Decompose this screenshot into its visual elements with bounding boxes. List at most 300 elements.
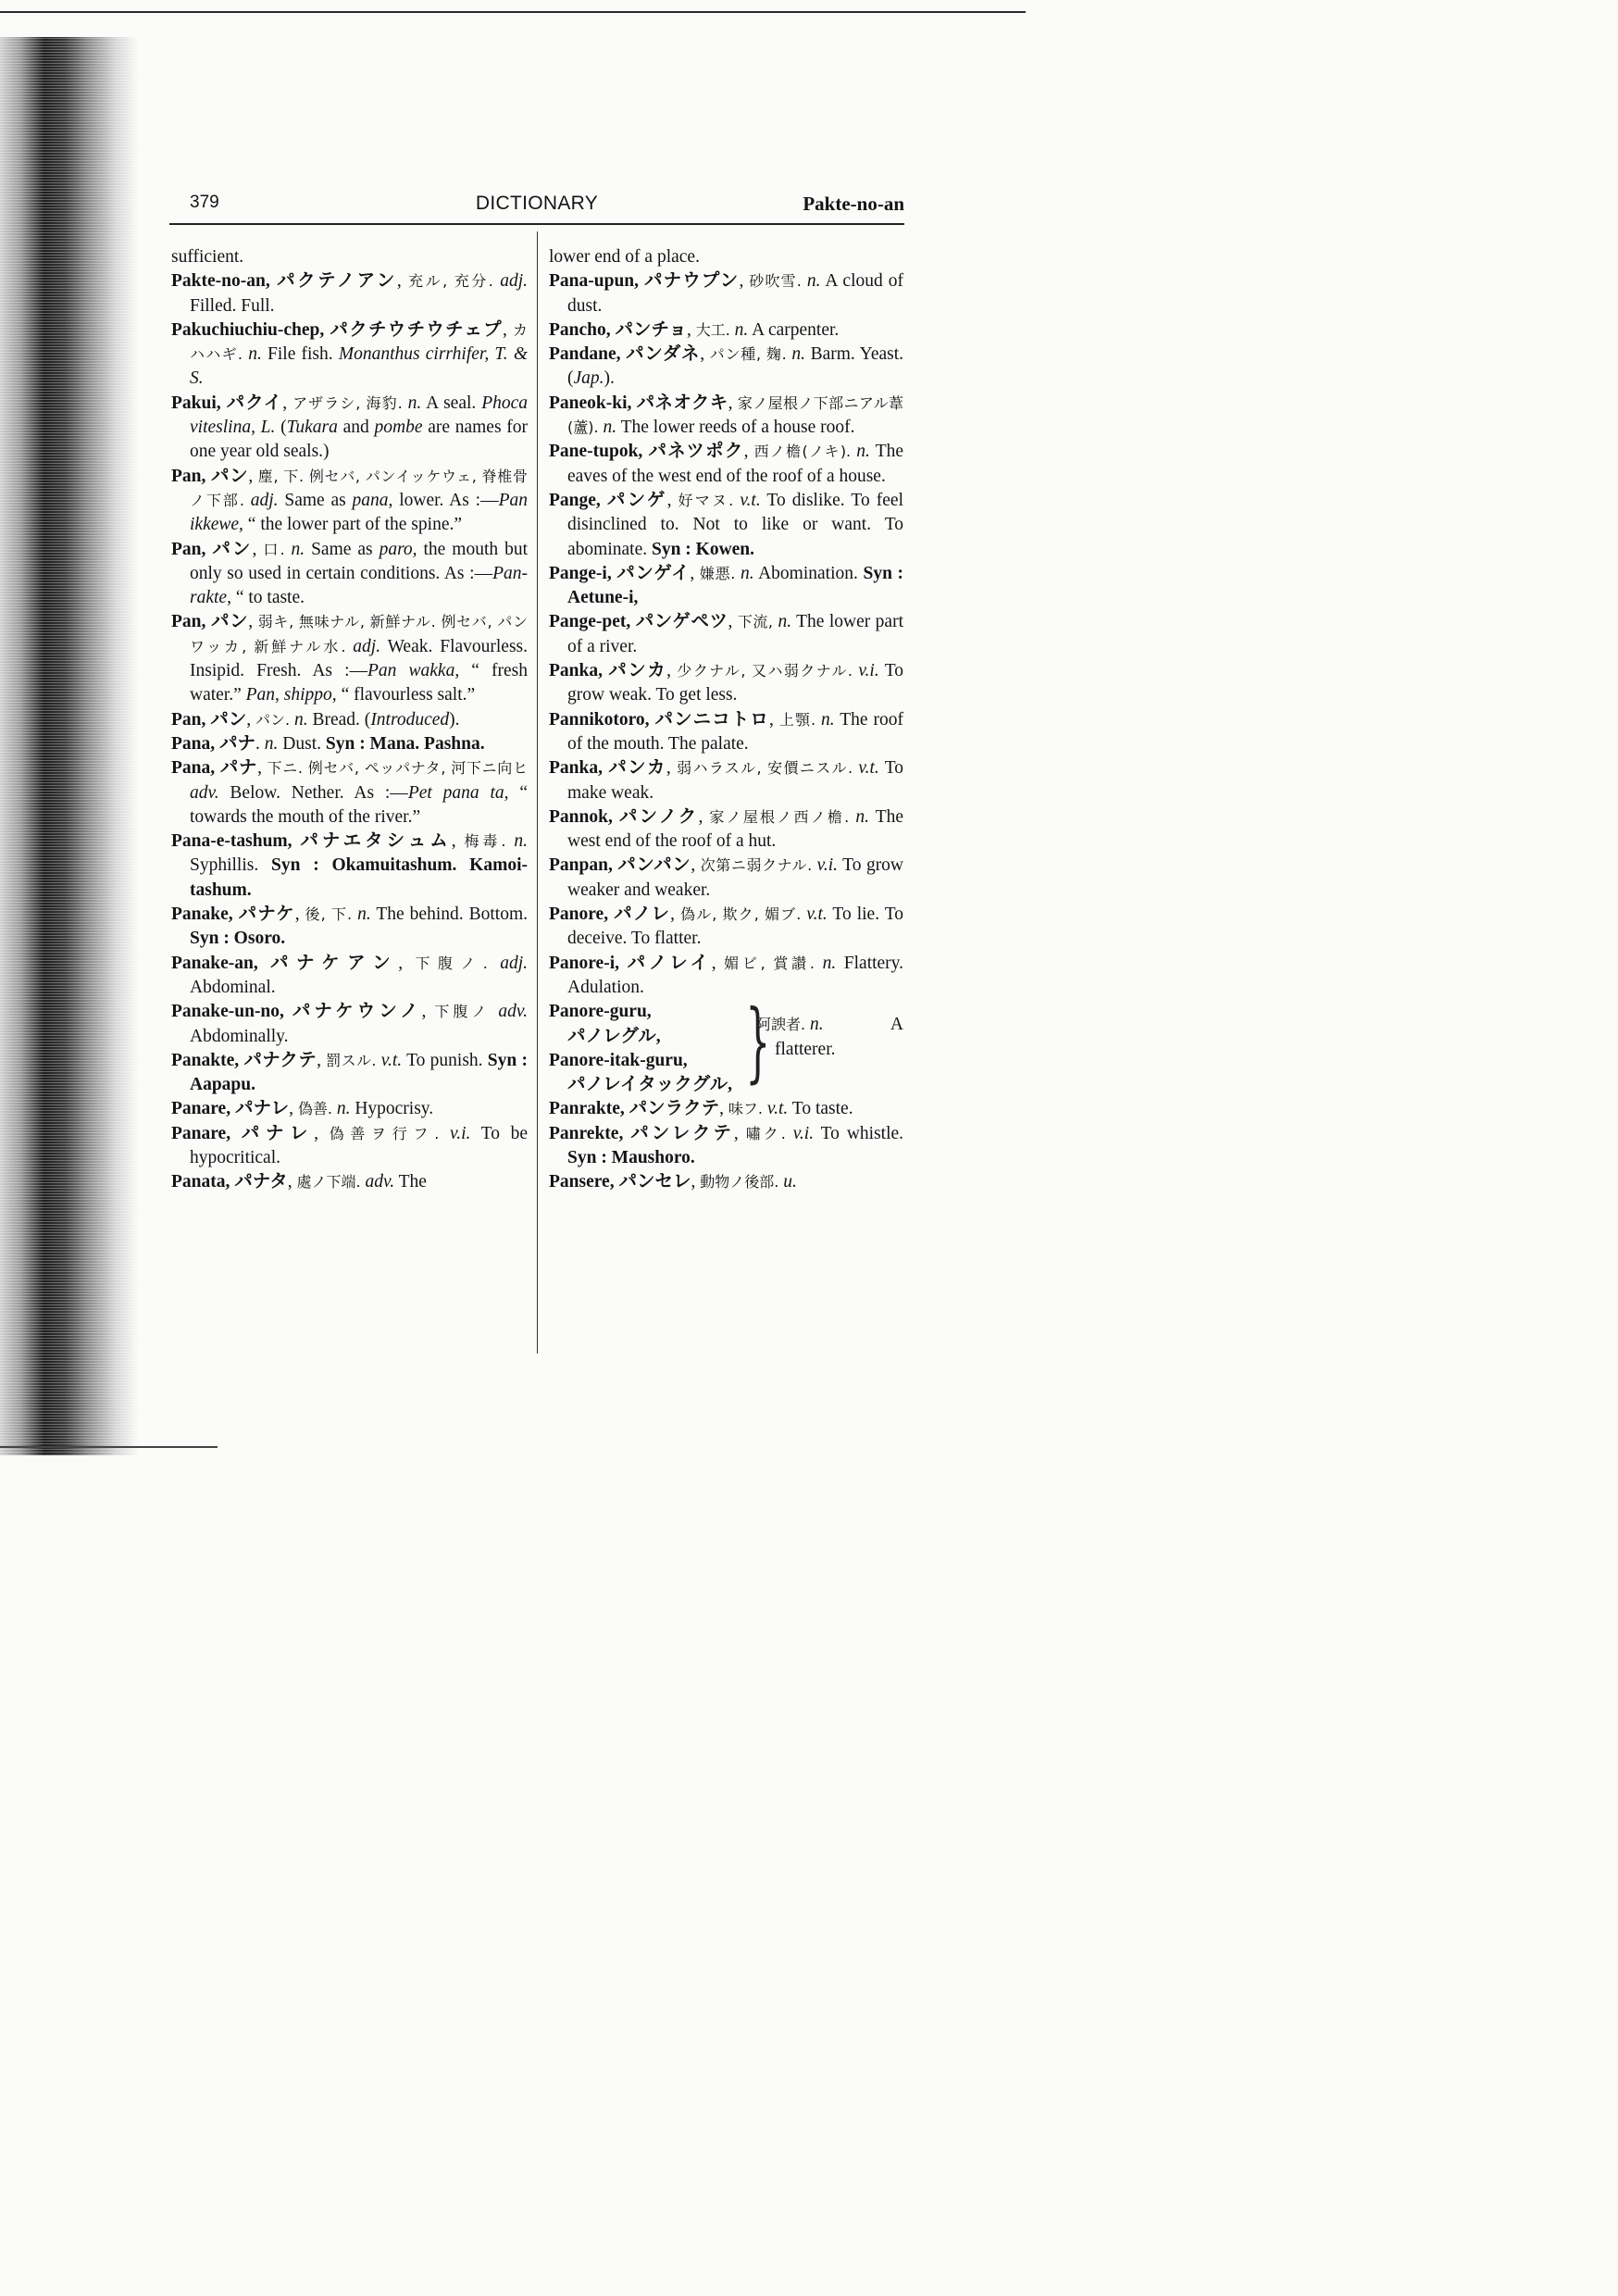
definition-text: , — [294, 905, 305, 925]
definition-text: , — [257, 758, 268, 779]
part-of-speech: n. — [248, 344, 262, 365]
definition-text: ( — [275, 418, 287, 438]
headword: Paneok-ki, — [549, 393, 632, 413]
part-of-speech: n. — [778, 612, 792, 632]
headword: パン — [205, 709, 247, 730]
part-of-speech: Tukara — [286, 418, 338, 438]
definition-japanese: 下ニ. 例セバ, ペッパナタ, 河下ニ向ヒ — [267, 759, 529, 778]
definition-text: Flattery. Adulation. — [567, 953, 904, 997]
part-of-speech: v.t. — [806, 905, 828, 925]
headword: Panake-un-no, — [171, 1002, 284, 1022]
dictionary-headword-katakana: パノレグル, — [567, 1026, 661, 1046]
headword: Pana-e-tashum, — [171, 831, 292, 852]
part-of-speech: adv. — [190, 782, 219, 803]
left-column — [171, 245, 528, 1195]
synonym: Syn : Aapapu. — [190, 1050, 528, 1095]
definition-text — [285, 540, 292, 559]
right-column — [549, 245, 903, 1195]
definition-text: , — [398, 953, 416, 973]
definition-text: Weak. Flavourless. Insipid. Fresh. As :— — [190, 636, 529, 681]
part-of-speech: v.i. — [816, 855, 839, 876]
synonym: Syn : Kowen. — [651, 539, 755, 559]
synonym: Syn : Maushoro. — [567, 1147, 695, 1167]
part-of-speech: n. — [407, 393, 422, 413]
definition-text: , — [733, 1123, 746, 1143]
headword: パン — [205, 466, 249, 486]
dictionary-entry — [171, 756, 528, 830]
definition-text: , — [670, 905, 681, 925]
definition-text: , — [502, 319, 513, 340]
definition-text: “ towards the mouth of the river.” — [190, 782, 529, 827]
part-of-speech: n. — [809, 1015, 824, 1035]
definition-japanese: 弱ハラスル, 安價ニスル. — [677, 759, 853, 778]
definition-text: the mouth but only so used in certain conditions. As :— — [190, 539, 529, 583]
headword: パナレ — [230, 1123, 315, 1143]
dictionary-entry — [171, 708, 528, 732]
definition-text: The eaves of the west end of the roof of a house. — [567, 442, 904, 486]
definition-text: , — [248, 612, 258, 632]
headword: Pana, — [171, 758, 216, 779]
definition-japanese: 塵, 下. 例セバ, パンイッケウェ, 脊椎骨ノ下部. — [190, 467, 528, 509]
definition-text: Dust. — [278, 733, 326, 754]
headword: パナクテ — [239, 1050, 317, 1070]
part-of-speech: n. — [821, 709, 835, 730]
headword: パン — [205, 539, 253, 559]
part-of-speech: n. — [806, 271, 821, 292]
definition-text: To grow weaker and weaker. — [567, 855, 904, 900]
headword: Pane-tupok, — [549, 442, 643, 462]
headword: パナ — [215, 733, 256, 754]
headword: パナエタシュム — [292, 831, 452, 852]
definition-text: , — [421, 1002, 435, 1022]
part-of-speech: v.t. — [380, 1050, 403, 1070]
part-of-speech: Monanthus cirrhifer, T. & S. — [190, 344, 528, 389]
dictionary-entry — [549, 756, 903, 805]
headword: Pana, — [171, 733, 216, 754]
headword: パナレ — [230, 1099, 290, 1119]
definition-text: , — [711, 953, 725, 973]
definition-text: The — [394, 1172, 427, 1192]
entry-continuation — [549, 245, 903, 269]
definition-text: , — [252, 539, 264, 559]
part-of-speech: Pan, shippo, — [245, 685, 337, 705]
dictionary-entry — [171, 952, 528, 1001]
definition-text: File fish. — [261, 344, 339, 365]
headword: Pandane, — [549, 344, 621, 365]
part-of-speech: Pan wakka, — [367, 661, 460, 681]
headword: パンレクテ — [623, 1123, 734, 1143]
definition-text: , — [691, 1172, 701, 1192]
definition-text: A — [890, 1015, 903, 1035]
headword: パナケ — [232, 905, 295, 925]
definition-japanese: 媚ビ, 賞讃. — [724, 954, 815, 972]
headword: Pan, — [171, 612, 206, 632]
definition-japanese: 偽ル, 欺ク, 媚ブ. — [680, 905, 802, 924]
definition-text: , — [287, 1172, 297, 1192]
part-of-speech: pana, — [352, 490, 393, 510]
headword: Panare, — [171, 1099, 231, 1119]
dictionary-headword-katakana: パノレイタックグル, — [567, 1075, 733, 1095]
definition-text: sufficient. — [171, 247, 244, 267]
definition-text: Same as — [305, 539, 380, 559]
headword: Pange-i, — [549, 563, 612, 583]
header-rule — [169, 223, 904, 225]
definition-text: The lower part of a river. — [567, 612, 903, 656]
definition-text: , — [246, 709, 256, 730]
dictionary-entry — [171, 1122, 528, 1171]
headword: パナケアン — [257, 953, 399, 973]
definition-text: flatterer. — [775, 1039, 836, 1059]
definition-text — [488, 954, 500, 973]
dictionary-entry — [549, 392, 903, 441]
headword: パクチウチウチェプ — [324, 319, 503, 340]
definition-japanese: 偽善ヲ行フ. — [329, 1124, 440, 1142]
dictionary-entry — [549, 854, 903, 903]
definition-text: “ to taste. — [230, 588, 305, 608]
dictionary-entry — [549, 343, 903, 392]
definition-text: , — [691, 855, 701, 876]
definition-text — [439, 1124, 450, 1143]
book-spine-shadow — [0, 37, 139, 1455]
definition-japanese: 少クナル, 又ハ弱クナル. — [677, 662, 853, 680]
part-of-speech: adj. — [250, 490, 279, 510]
definition-text: “ flavourless salt.” — [336, 685, 476, 705]
dictionary-entry — [549, 1122, 903, 1171]
headword: Pan, — [171, 539, 206, 559]
definition-japanese: 西ノ檐(ノキ). — [753, 443, 852, 461]
right-column-bottom — [549, 1097, 903, 1194]
grouped-entry — [549, 992, 903, 1097]
headword: パクイ — [220, 393, 283, 413]
definition-text: , — [728, 612, 738, 632]
part-of-speech: n. — [294, 709, 308, 730]
headword: パネオクキ — [631, 393, 728, 413]
definition-text: To punish. — [402, 1050, 488, 1070]
right-column-top — [549, 245, 903, 1000]
top-rule — [0, 11, 1026, 13]
definition-japanese: パン種, 麹. — [709, 345, 787, 364]
headword: Panka, — [549, 661, 603, 681]
headword: パノレイ — [619, 953, 712, 973]
definition-text — [786, 1124, 793, 1143]
headword: Pansere, — [549, 1172, 615, 1192]
definition-text: , — [396, 271, 409, 292]
headword: Panka, — [549, 758, 603, 779]
part-of-speech: Jap. — [573, 368, 604, 389]
definition-text: , — [743, 442, 754, 462]
definition-japanese: 動物ノ後部. — [700, 1173, 779, 1192]
headword: パナケウンノ — [283, 1002, 422, 1022]
headword: パンゲ — [600, 490, 667, 510]
grouped-headwords — [549, 1000, 743, 1097]
definition-japanese: 阿諛者. — [756, 1016, 806, 1034]
part-of-speech: Pan-rakte, — [190, 563, 528, 608]
dictionary-entry — [171, 538, 528, 611]
part-of-speech: n. — [357, 905, 371, 925]
definition-japanese: 充ル, 充分. — [408, 272, 493, 291]
definition-text: , — [666, 758, 678, 779]
definition-text: , — [686, 319, 696, 340]
headword: パンニコトロ — [649, 709, 769, 730]
definition-text: The west end of the roof of a hut. — [567, 806, 904, 852]
dictionary-entry — [171, 1000, 528, 1049]
dictionary-entry — [549, 489, 903, 562]
definition-text: , — [719, 1099, 728, 1119]
headword: Panake-an, — [171, 953, 258, 973]
dictionary-entry — [171, 732, 528, 756]
definition-japanese: 家ノ屋根ノ西ノ檐. — [709, 807, 850, 826]
definition-japanese: 處ノ下端. — [296, 1173, 361, 1192]
headword: パンゲペツ — [630, 612, 728, 632]
part-of-speech: Pan ikkewe, — [190, 490, 528, 535]
dictionary-entry — [171, 465, 528, 538]
dictionary-entry — [549, 562, 903, 611]
definition-text: Filled. Full. — [190, 295, 275, 316]
definition-text: , — [728, 393, 738, 413]
headword: Pannikotoro, — [549, 709, 650, 730]
headword: Pakuchiuchiu-chep, — [171, 319, 325, 340]
part-of-speech: n. — [514, 831, 529, 852]
synonym: Syn : Mana. Pashna. — [325, 733, 485, 754]
definition-text: To taste. — [788, 1099, 853, 1119]
headword: Panake, — [171, 905, 233, 925]
page-number: 379 — [190, 193, 219, 212]
definition-text: , — [700, 344, 710, 365]
definition-japanese: 弱キ, 無味ナル, 新鮮ナル. 例セバ, パンワッカ, 新鮮ナル水. — [190, 613, 528, 655]
part-of-speech: v.t. — [766, 1099, 789, 1119]
headword: Panore-i, — [549, 953, 620, 973]
definition-japanese: 嘯ク. — [745, 1124, 786, 1142]
definition-text: Barm. Yeast. ( — [567, 344, 904, 389]
part-of-speech: n. — [791, 344, 805, 365]
dictionary-headword: Panore-guru, — [549, 1002, 652, 1022]
part-of-speech: n. — [603, 418, 617, 438]
definition-japanese: 上顎. — [778, 710, 816, 729]
definition-japanese: カハハギ. — [190, 320, 529, 364]
entry-continuation — [171, 245, 528, 269]
part-of-speech: Phoca viteslina, L. — [190, 393, 529, 438]
definition-text: ). — [604, 368, 615, 389]
definition-text: A carpenter. — [748, 319, 840, 340]
headword: Pakui, — [171, 393, 221, 413]
definition-text: Abdominally. — [190, 1026, 289, 1046]
headword: Pange, — [549, 490, 601, 510]
definition-text: To lie. To deceive. To flatter. — [567, 905, 904, 949]
headword: パンチョ — [610, 319, 687, 340]
definition-japanese: パン. — [255, 710, 291, 729]
part-of-speech: adv. — [498, 1002, 528, 1022]
definition-text: , — [690, 563, 700, 583]
definition-text: lower. As :— — [392, 490, 499, 510]
part-of-speech: adv. — [365, 1172, 395, 1192]
definition-text: . — [255, 733, 265, 754]
definition-text: To make weak. — [567, 758, 903, 803]
dictionary-entry — [171, 903, 528, 952]
grouped-definition — [756, 1000, 903, 1062]
dictionary-entry — [171, 318, 528, 392]
headword: パンラクテ — [624, 1099, 720, 1119]
headword: Pancho, — [549, 319, 611, 340]
headword: Panare, — [171, 1123, 231, 1143]
definition-japanese: 後, 下. — [305, 905, 353, 924]
dictionary-entry — [171, 392, 528, 465]
part-of-speech: u. — [783, 1172, 797, 1192]
headword: Pan, — [171, 709, 206, 730]
dictionary-entry — [549, 952, 903, 1001]
definition-text: To dislike. To feel disinclined to. Not to like or want. To abominate. — [567, 490, 903, 559]
definition-text: Abomination. — [753, 563, 864, 583]
definition-text: The lower reeds of a house roof. — [616, 418, 855, 438]
dictionary-entry — [549, 708, 903, 757]
definition-japanese: 味フ. — [728, 1100, 764, 1118]
running-title: DICTIONARY — [475, 193, 599, 214]
part-of-speech: Pet pana ta, — [407, 782, 509, 803]
part-of-speech: n. — [856, 442, 870, 462]
part-of-speech: n. — [336, 1099, 351, 1119]
headword: パナ — [215, 758, 258, 779]
headword: Pana-upun, — [549, 271, 640, 292]
part-of-speech: n. — [855, 806, 869, 827]
headword: パンセレ — [614, 1172, 691, 1192]
dictionary-entry — [171, 610, 528, 707]
headword: パンノク — [612, 806, 699, 827]
headword: Pan, — [171, 466, 206, 486]
definition-japanese: 下流, — [737, 613, 774, 631]
headword: パンゲイ — [611, 563, 691, 583]
headword: パンパン — [612, 855, 691, 876]
page-header — [169, 191, 904, 218]
dictionary-entry — [549, 1097, 903, 1121]
headword: Panore, — [549, 905, 609, 925]
definition-japanese: 大工. — [695, 320, 730, 339]
part-of-speech: adj. — [500, 953, 528, 973]
part-of-speech: n. — [264, 733, 279, 754]
definition-text: , — [666, 661, 678, 681]
headword: Panakte, — [171, 1050, 240, 1070]
headword: パネツポク — [642, 442, 744, 462]
dictionary-entry — [171, 269, 528, 318]
definition-japanese: 偽善. — [297, 1100, 332, 1118]
definition-japanese: 下腹ノ. — [415, 954, 488, 972]
headword: パンカ — [602, 758, 666, 779]
definition-text: lower end of a place. — [549, 247, 700, 267]
definition-text: , — [317, 1050, 327, 1070]
dictionary-headword: Panore-itak-guru, — [549, 1050, 688, 1070]
definition-japanese: 砂吹雪. — [749, 272, 802, 291]
headword: パクテノアン — [269, 271, 397, 292]
part-of-speech: v.i. — [858, 661, 879, 681]
definition-japanese: 嫌悪. — [699, 564, 736, 582]
headword: Pange-pet, — [549, 612, 631, 632]
definition-text: , — [739, 271, 750, 292]
definition-japanese: 罰スル. — [326, 1051, 377, 1069]
definition-japanese: 下腹ノ — [434, 1003, 491, 1021]
definition-text: Syphillis. — [190, 855, 272, 876]
dictionary-entry — [171, 1049, 528, 1098]
definition-text: Abdominal. — [190, 977, 276, 997]
part-of-speech: adj. — [353, 636, 381, 656]
headword: パンカ — [602, 661, 667, 681]
part-of-speech: v.i. — [450, 1123, 471, 1143]
headword: Panrekte, — [549, 1123, 624, 1143]
definition-text: Hypocrisy. — [350, 1099, 434, 1119]
dictionary-entry — [549, 440, 903, 489]
dictionary-entry — [171, 1097, 528, 1121]
definition-text: , — [314, 1123, 330, 1143]
definition-text: and — [337, 418, 375, 438]
part-of-speech: Introduced — [370, 709, 450, 730]
bottom-rule — [0, 1446, 218, 1448]
headword: Panpan, — [549, 855, 613, 876]
definition-text: A seal. — [421, 393, 482, 413]
definition-text: A cloud of dust. — [567, 271, 903, 316]
definition-text: The behind. Bottom. — [370, 905, 528, 925]
synonym: Syn : Aetune-i, — [567, 563, 904, 608]
definition-text: To whistle. — [814, 1123, 904, 1143]
dictionary-entry — [549, 659, 903, 708]
definition-text: ). — [449, 709, 460, 730]
definition-text: , — [768, 709, 779, 730]
definition-text: Below. Nether. As :— — [218, 782, 408, 803]
definition-text: To be hypocritical. — [190, 1123, 528, 1167]
part-of-speech: n. — [291, 539, 305, 559]
definition-japanese: アザラシ, 海豹. — [292, 393, 403, 412]
headword: Pakte-no-an, — [171, 271, 270, 292]
dictionary-entry — [549, 805, 903, 855]
definition-japanese: 梅毒. — [464, 832, 506, 851]
definition-japanese: 好マヌ. — [678, 491, 734, 509]
definition-text: , — [698, 806, 710, 827]
dictionary-entry — [171, 830, 528, 903]
part-of-speech: paro, — [379, 539, 417, 559]
definition-text: The roof of the mouth. The palate. — [567, 709, 903, 754]
dictionary-entry — [171, 1170, 528, 1194]
headword: パノレ — [608, 905, 671, 925]
definition-text: “ fresh water.” — [190, 661, 529, 705]
definition-text — [815, 954, 823, 973]
headword: Panata, — [171, 1172, 230, 1192]
part-of-speech: v.i. — [792, 1123, 815, 1143]
definition-japanese: 口. — [263, 540, 285, 558]
headword: Panrakte, — [549, 1099, 625, 1119]
definition-japanese: 家ノ屋根ノ下部ニアル葦(蘆). — [567, 393, 903, 437]
dictionary-entry — [549, 903, 903, 952]
headword: パンダネ — [620, 344, 701, 365]
part-of-speech: v.t. — [740, 490, 761, 510]
definition-text: , — [666, 490, 678, 510]
definition-text: , — [248, 466, 258, 486]
definition-text: are names for one year old seals.) — [190, 418, 529, 462]
part-of-speech: n. — [734, 319, 749, 340]
definition-text: , — [451, 831, 465, 852]
definition-text: , — [282, 393, 293, 413]
synonym: Syn : Osoro. — [190, 929, 286, 949]
definition-text: To grow weak. To get less. — [567, 661, 903, 705]
headword: パン — [205, 612, 249, 632]
definition-text: , — [289, 1099, 298, 1119]
right-brace: } — [745, 992, 771, 1093]
dictionary-entry — [549, 318, 903, 343]
part-of-speech: pombe — [374, 418, 423, 438]
column-divider — [537, 231, 538, 1354]
dictionary-entry — [549, 269, 903, 318]
part-of-speech: adj. — [500, 271, 529, 292]
definition-text: Same as — [278, 490, 353, 510]
definition-text — [244, 491, 251, 510]
dictionary-entry — [549, 610, 903, 659]
catchword: Pakte-no-an — [803, 193, 904, 215]
part-of-speech: n. — [822, 953, 837, 973]
